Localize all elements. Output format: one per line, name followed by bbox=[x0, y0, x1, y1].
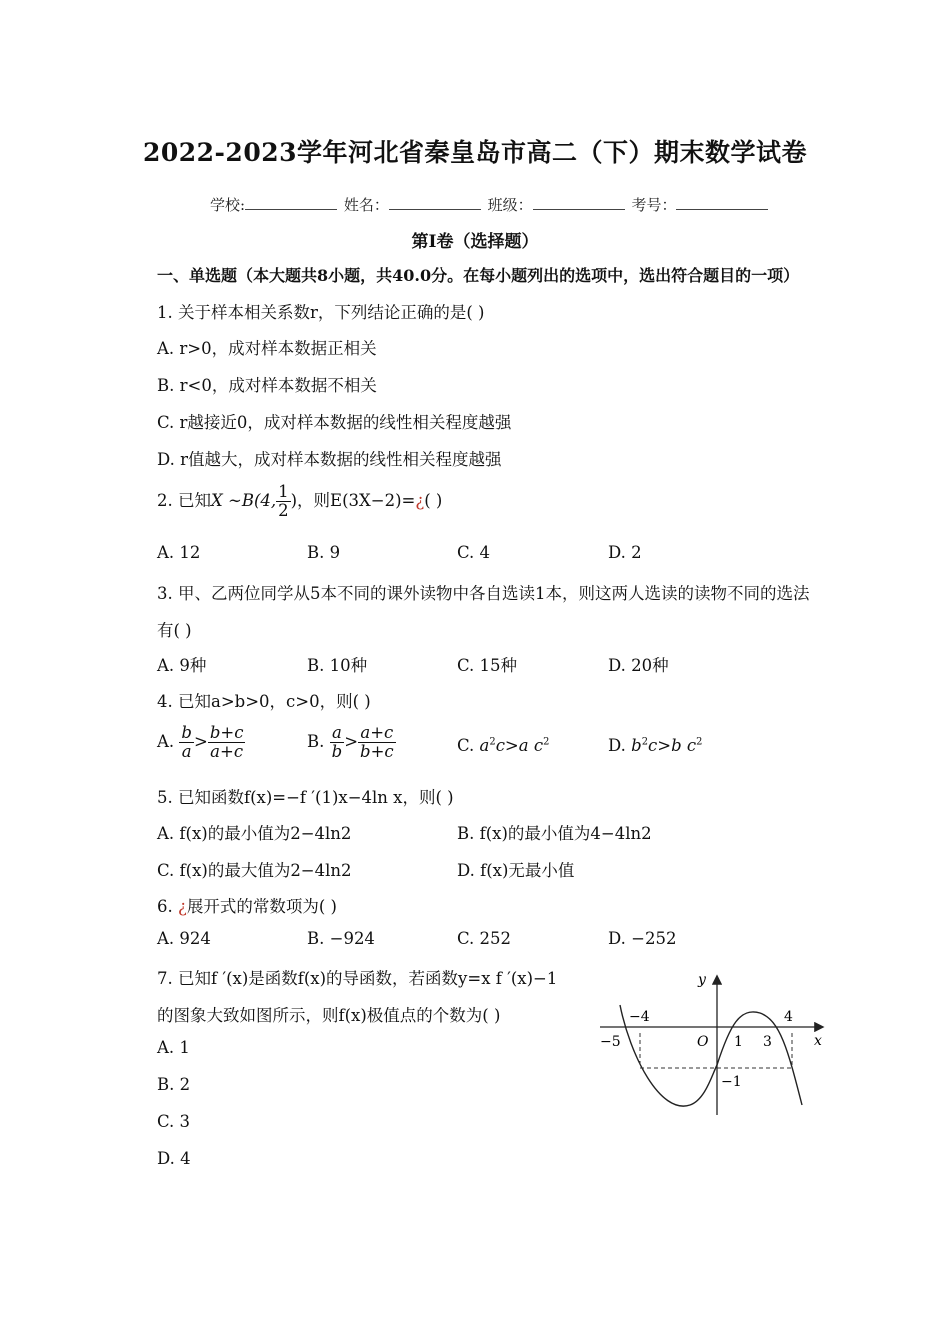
q2-option-c: C. 4 bbox=[457, 543, 491, 562]
q4-a-right-fraction bbox=[208, 724, 246, 761]
q6-post: 展开式的常数项为( ) bbox=[186, 897, 337, 916]
q1-option-c: C. r越接近0，成对样本数据的线性相关程度越强 bbox=[157, 413, 512, 432]
q4-option-d bbox=[608, 736, 702, 755]
x-label: x bbox=[814, 1033, 822, 1049]
q2-option-d: D. 2 bbox=[608, 543, 642, 562]
q7-option-b: B. 2 bbox=[157, 1075, 191, 1094]
q4-a-right-den: a+c bbox=[210, 742, 244, 762]
q4-b-left-fraction bbox=[330, 724, 345, 761]
tick-3: 3 bbox=[763, 1034, 772, 1050]
q4-a-left-den: a bbox=[181, 742, 192, 762]
tick-minus-1: −1 bbox=[721, 1074, 742, 1090]
q1-stem: 1. 关于样本相关系数r，下列结论正确的是( ) bbox=[157, 303, 485, 322]
q4-a-left-fraction bbox=[179, 724, 194, 761]
q4-option-b bbox=[307, 724, 396, 761]
q4-b-left-num: a bbox=[330, 724, 345, 743]
q4-a-gt: > bbox=[193, 732, 208, 752]
q4-d-label: D. bbox=[608, 736, 626, 755]
q7-option-c: C. 3 bbox=[157, 1112, 191, 1131]
q7-function-graph bbox=[590, 965, 835, 1125]
q5-option-d: D. f(x)无最小值 bbox=[457, 861, 575, 880]
q4-stem: 4. 已知a>b>0，c>0，则( ) bbox=[157, 692, 371, 711]
q6-option-d: D. −252 bbox=[608, 929, 677, 948]
q1-option-b: B. r<0，成对样本数据不相关 bbox=[157, 376, 377, 395]
q2-fraction bbox=[276, 483, 291, 520]
q4-a-label: A. bbox=[157, 732, 175, 752]
q2-option-b: B. 9 bbox=[307, 543, 341, 562]
q4-c-base: a bbox=[479, 736, 490, 755]
q4-d-exp1: 2 bbox=[641, 736, 648, 748]
q6-option-c: C. 252 bbox=[457, 929, 512, 948]
q4-a-left-num: b bbox=[181, 723, 192, 742]
q4-b-right-fraction bbox=[358, 724, 396, 761]
q2-frac-num: 1 bbox=[278, 482, 289, 501]
q5-option-a: A. f(x)的最小值为2−4ln2 bbox=[157, 824, 352, 843]
q2-dist: X ∼B(4, bbox=[211, 491, 277, 511]
q4-c-label: C. bbox=[457, 736, 475, 755]
name-blank[interactable] bbox=[389, 197, 481, 210]
tick-minus-5: −5 bbox=[600, 1034, 621, 1050]
exam-title: 2022-2023学年河北省秦皇岛市高二（下）期末数学试卷 bbox=[142, 138, 808, 167]
q4-c-exp2: 2 bbox=[543, 736, 550, 748]
tick-1: 1 bbox=[734, 1034, 743, 1050]
q3-stem-line2: 有( ) bbox=[157, 621, 192, 640]
q5-option-c: C. f(x)的最大值为2−4ln2 bbox=[157, 861, 352, 880]
name-label: 姓名： bbox=[343, 196, 389, 214]
q4-d-rest: c>b c bbox=[648, 736, 697, 755]
q2-pre: 2. 已知 bbox=[157, 491, 211, 511]
q3-stem-line1: 3. 甲、乙两位同学从5本不同的课外读物中各自选读1本，则这两人选读的读物不同的选法 bbox=[157, 584, 810, 603]
q5-option-b: B. f(x)的最小值为4−4ln2 bbox=[457, 824, 652, 843]
tick-minus-4: −4 bbox=[629, 1009, 650, 1025]
q2-stem bbox=[157, 483, 442, 520]
q4-d-exp2: 2 bbox=[696, 736, 703, 748]
q2-end: ( ) bbox=[424, 491, 443, 511]
q2-invalid-char: ¿ bbox=[415, 491, 425, 511]
student-info-line bbox=[210, 194, 770, 215]
q4-b-left-den: b bbox=[331, 742, 343, 762]
volume-heading: 第I卷（选择题） bbox=[411, 232, 539, 252]
q2-post: )，则E(3X−2)= bbox=[290, 491, 416, 511]
q4-a-right-num: b+c bbox=[209, 723, 244, 742]
section-heading: 一、单选题（本大题共8小题，共40.0分。在每小题列出的选项中，选出符合题目的一项） bbox=[157, 266, 800, 285]
q2-option-a: A. 12 bbox=[157, 543, 201, 562]
q6-stem bbox=[157, 893, 337, 917]
q3-option-d: D. 20种 bbox=[608, 656, 669, 675]
q6-option-a: A. 924 bbox=[157, 929, 211, 948]
school-label: 学校: bbox=[210, 196, 246, 214]
q4-b-gt: > bbox=[344, 732, 359, 752]
q4-c-exp1: 2 bbox=[489, 736, 496, 748]
q5-stem: 5. 已知函数f(x)=−f ′(1)x−4ln x，则( ) bbox=[157, 788, 454, 807]
q6-option-b: B. −924 bbox=[307, 929, 375, 948]
q3-option-b: B. 10种 bbox=[307, 656, 368, 675]
q3-option-c: C. 15种 bbox=[457, 656, 518, 675]
id-blank[interactable] bbox=[676, 197, 768, 210]
y-label: y bbox=[698, 972, 706, 988]
school-blank[interactable] bbox=[245, 197, 337, 210]
q7-option-d: D. 4 bbox=[157, 1149, 191, 1168]
tick-4: 4 bbox=[784, 1009, 793, 1025]
q7-stem-line2: 的图象大致如图所示，则f(x)极值点的个数为( ) bbox=[157, 1006, 501, 1025]
class-label: 班级： bbox=[487, 196, 533, 214]
q4-b-right-den: b+c bbox=[360, 742, 394, 762]
class-blank[interactable] bbox=[533, 197, 625, 210]
q4-option-c bbox=[457, 736, 549, 755]
q4-b-label: B. bbox=[307, 732, 325, 752]
q3-option-a: A. 9种 bbox=[157, 656, 207, 675]
q1-option-d: D. r值越大，成对样本数据的线性相关程度越强 bbox=[157, 450, 502, 469]
q2-frac-den: 2 bbox=[278, 501, 289, 521]
origin-label: O bbox=[697, 1034, 709, 1050]
id-label: 考号： bbox=[631, 196, 677, 214]
q4-c-rest: c>a c bbox=[495, 736, 544, 755]
q7-option-a: A. 1 bbox=[157, 1038, 190, 1057]
q1-option-a: A. r>0，成对样本数据正相关 bbox=[157, 339, 377, 358]
q6-invalid-char: ¿ bbox=[178, 897, 187, 916]
q7-stem-line1: 7. 已知f ′(x)是函数f(x)的导函数，若函数y=x f ′(x)−1 bbox=[157, 969, 558, 988]
q4-option-a bbox=[157, 724, 245, 761]
q4-d-base: b bbox=[631, 736, 642, 755]
q4-b-right-num: a+c bbox=[358, 724, 396, 743]
q6-pre: 6. bbox=[157, 897, 178, 916]
